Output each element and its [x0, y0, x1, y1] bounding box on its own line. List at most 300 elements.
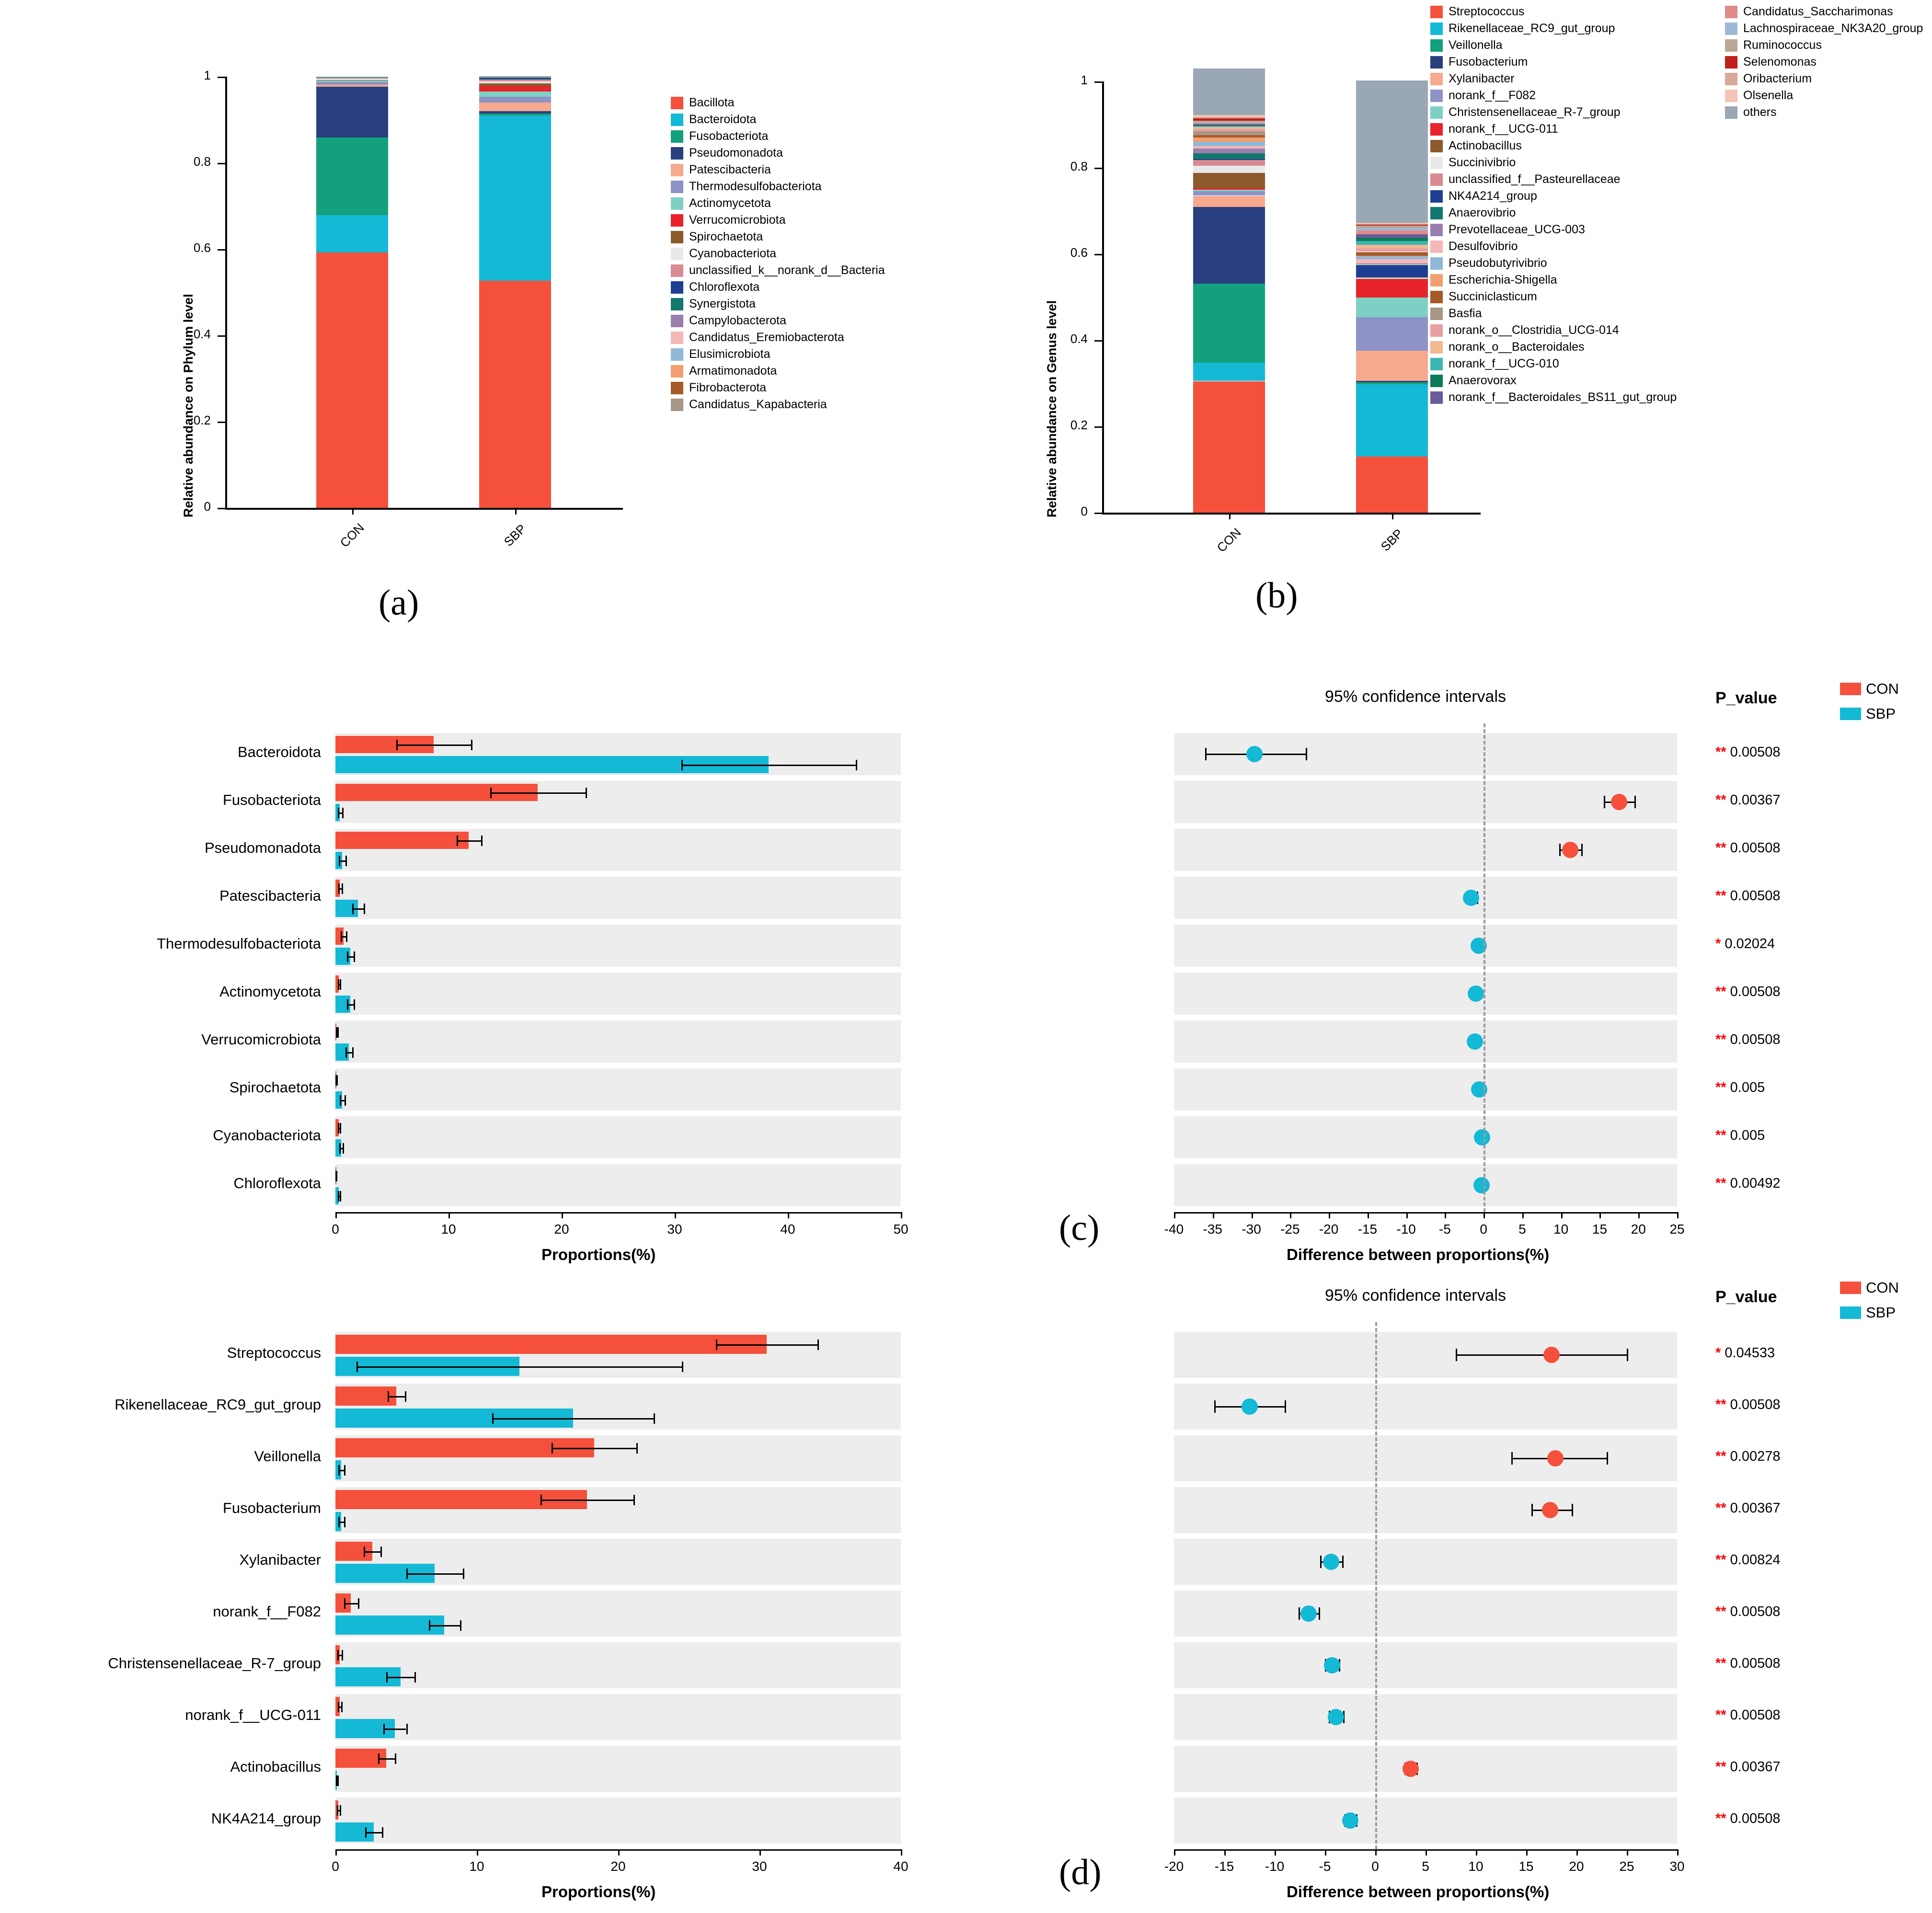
x-tick-label: 50 — [893, 1222, 908, 1237]
pvalue-row — [1715, 1449, 1780, 1465]
legend-label: Candidatus_Kapabacteria — [689, 398, 827, 411]
legend-label: SBP — [1866, 705, 1896, 722]
ci-cap — [1285, 1400, 1286, 1413]
legend-swatch — [671, 365, 683, 378]
ci-tick-label: -5 — [1438, 1222, 1451, 1237]
taxon-label: Verrucomicrobiota — [201, 1031, 321, 1048]
error-bar — [429, 1625, 460, 1627]
error-cap — [490, 788, 492, 798]
stack-segment — [1193, 121, 1265, 122]
ci-cap — [1511, 1452, 1513, 1465]
ci-tick-label: 20 — [1569, 1859, 1584, 1874]
error-cap — [682, 1362, 683, 1372]
stack-segment — [1356, 228, 1428, 230]
pvalue-row — [1715, 1552, 1780, 1568]
row-background — [335, 877, 901, 919]
ci-tick-mark — [1329, 1212, 1330, 1218]
legend-item — [671, 96, 885, 110]
ci-tick-label: 0 — [1371, 1859, 1379, 1874]
stack-segment — [316, 85, 388, 87]
stack-segment — [1193, 166, 1265, 172]
significance-star: ** — [1715, 1759, 1726, 1775]
pvalue-text: 0.00508 — [1726, 1397, 1781, 1412]
stack-segment — [1193, 129, 1265, 131]
legend-swatch — [1840, 1306, 1861, 1319]
error-cap — [338, 1123, 339, 1134]
legend-label: Streptococcus — [1449, 5, 1525, 18]
legend-swatch — [1840, 1282, 1861, 1294]
row-background — [335, 1798, 901, 1844]
legend-label: Chloroflexota — [689, 280, 760, 294]
right-axis-title: Difference between proportions(%) — [1287, 1246, 1550, 1263]
taxon-label: Pseudomonadota — [204, 839, 321, 856]
stack-segment — [1356, 382, 1428, 384]
significance-star: ** — [1715, 1032, 1726, 1047]
stack-segment — [1193, 173, 1265, 188]
pvalue-row — [1715, 1501, 1780, 1516]
row-background — [1174, 973, 1677, 1015]
significance-star: ** — [1715, 888, 1726, 904]
bar-con — [335, 1386, 396, 1406]
stack-segment — [1356, 265, 1428, 266]
legend-swatch — [1430, 241, 1443, 253]
x-tick-mark — [788, 1212, 789, 1218]
legend-swatch — [1430, 140, 1443, 152]
legend-label: Escherichia-Shigella — [1449, 273, 1557, 286]
row-background — [1174, 781, 1677, 823]
error-cap — [383, 1724, 385, 1734]
x-axis-label-SBP: SBP — [501, 521, 529, 550]
pvalue-text: 0.005 — [1726, 1080, 1765, 1095]
stack-segment — [1193, 188, 1265, 190]
x-tick-label: 20 — [554, 1222, 569, 1237]
error-cap — [341, 1702, 343, 1712]
legend-item — [1430, 22, 1677, 35]
legend-item — [1725, 105, 1923, 119]
row-background — [1174, 1487, 1677, 1533]
legend-swatch — [671, 248, 683, 260]
stack-segment — [1356, 252, 1428, 255]
legend-label: norank_o__Clostridia_UCG-014 — [1449, 323, 1619, 337]
legend-item — [671, 263, 885, 277]
pvalue-row — [1715, 1397, 1780, 1413]
ci-tick-label: 15 — [1518, 1859, 1534, 1874]
legend-label: norank_f__Bacteroidales_BS11_gut_group — [1449, 390, 1677, 404]
taxon-label: Fusobacterium — [222, 1500, 321, 1516]
significance-star: ** — [1715, 1176, 1726, 1191]
error-cap — [406, 1569, 408, 1579]
legend-label: Prevotellaceae_UCG-003 — [1449, 223, 1585, 236]
row-background — [335, 1116, 901, 1158]
legend-label: Elusimicrobiota — [689, 347, 770, 361]
ci-tick-label: 10 — [1468, 1859, 1484, 1874]
stack-segment — [1193, 363, 1265, 381]
legend-item — [1430, 139, 1677, 153]
legend-swatch — [671, 97, 683, 109]
taxon-label: norank_f__F082 — [213, 1603, 321, 1620]
row-background — [1174, 1116, 1677, 1158]
stack-segment — [1356, 298, 1428, 317]
error-cap — [817, 1340, 819, 1350]
legend-item — [1725, 55, 1923, 69]
stack-segment — [479, 114, 551, 115]
legend-item — [671, 196, 885, 210]
error-bar — [457, 840, 482, 842]
legend-swatch — [671, 114, 683, 126]
error-cap — [492, 1413, 494, 1424]
ci-tick-label: 5 — [1422, 1859, 1429, 1874]
x-tick-mark — [901, 1849, 902, 1856]
ci-tick-mark — [1638, 1212, 1640, 1218]
ci-tick-label: 25 — [1619, 1859, 1634, 1874]
y-tick-label: 0.2 — [193, 413, 211, 427]
pvalue-row — [1715, 1811, 1780, 1827]
row-background — [335, 1020, 901, 1063]
stack-segment — [1356, 263, 1428, 265]
legend-swatch — [671, 214, 683, 227]
x-tick-label: 10 — [441, 1222, 456, 1237]
legend-swatch — [1430, 190, 1443, 203]
y-tick-mark — [218, 335, 225, 337]
group-legend-SBP — [1840, 705, 1896, 722]
legend-label: norank_f__UCG-010 — [1449, 357, 1559, 370]
stack-segment — [1193, 146, 1265, 149]
pvalue-text: 0.00492 — [1726, 1176, 1781, 1191]
ci-dot — [1562, 842, 1578, 858]
error-cap — [338, 1517, 340, 1527]
pvalue-header: P_value — [1715, 689, 1777, 707]
error-cap — [347, 951, 348, 962]
significance-star: ** — [1715, 1397, 1726, 1412]
bar-con — [335, 1335, 767, 1354]
error-cap — [338, 808, 339, 818]
legend-label: Oribacterium — [1743, 72, 1812, 85]
pvalue-text: 0.00367 — [1726, 1759, 1781, 1775]
legend-item — [1725, 72, 1923, 86]
legend-swatch — [1430, 324, 1443, 337]
legend-label: Fibrobacterota — [689, 381, 767, 394]
stack-segment — [479, 86, 551, 92]
ci-tick-label: -15 — [1214, 1859, 1234, 1874]
error-cap — [340, 1805, 341, 1816]
significance-star: ** — [1715, 1449, 1726, 1464]
error-bar — [378, 1758, 395, 1760]
row-background — [1174, 1068, 1677, 1111]
row-background — [335, 1642, 901, 1688]
legend-label: norank_f__F082 — [1449, 89, 1536, 102]
x-tick-mark — [1392, 513, 1393, 519]
ci-tick-mark — [1445, 1212, 1446, 1218]
stack-segment — [1356, 381, 1428, 383]
error-cap — [339, 856, 340, 866]
y-tick-label: 0.6 — [1070, 245, 1088, 260]
x-tick-mark — [477, 1849, 478, 1856]
ci-tick-mark — [1526, 1849, 1528, 1856]
stack-segment — [1356, 265, 1428, 277]
x-tick-mark — [352, 508, 354, 515]
error-cap — [338, 1465, 340, 1476]
legend-swatch — [1430, 90, 1443, 102]
legend-swatch — [671, 332, 683, 344]
legend-label: Campylobacterota — [689, 314, 786, 327]
stack-segment — [1193, 149, 1265, 153]
legend-swatch — [1430, 391, 1443, 404]
significance-star: ** — [1715, 1128, 1726, 1143]
stack-segment — [1193, 142, 1265, 146]
stack-segment — [479, 97, 551, 103]
legend-swatch — [671, 197, 683, 210]
error-cap — [356, 1362, 358, 1372]
error-cap — [342, 1650, 343, 1661]
error-bar — [356, 1366, 682, 1368]
zero-line — [1375, 1322, 1377, 1849]
ci-cap — [1456, 1349, 1457, 1361]
row-background — [1174, 1020, 1677, 1063]
ci-cap — [1205, 748, 1207, 760]
pvalue-row — [1715, 1604, 1780, 1620]
error-cap — [336, 1075, 338, 1086]
error-cap — [396, 740, 398, 750]
y-tick-label: 0.4 — [193, 327, 211, 341]
x-axis-line — [1102, 513, 1481, 515]
legend-swatch — [1430, 224, 1443, 236]
y-tick-mark — [218, 77, 225, 78]
ci-tick-mark — [1375, 1849, 1377, 1856]
pvalue-row — [1715, 1707, 1780, 1723]
error-cap — [378, 1753, 380, 1764]
stack-segment — [1193, 127, 1265, 129]
legend-swatch — [1430, 6, 1443, 18]
bar-sbp — [335, 1615, 444, 1635]
error-cap — [552, 1443, 553, 1454]
stack-segment — [1193, 160, 1265, 166]
ci-title: 95% confidence intervals — [1325, 687, 1506, 706]
legend-swatch — [1725, 39, 1737, 52]
ci-tick-label: -10 — [1396, 1222, 1416, 1237]
ci-dot — [1611, 794, 1627, 810]
error-cap — [681, 760, 683, 770]
panel-d-stamp-genus — [0, 1270, 1932, 1907]
legend-item — [671, 347, 885, 361]
panel-a-phylum-stacked — [144, 29, 1054, 623]
legend-label: Basfia — [1449, 307, 1482, 320]
error-bar — [396, 745, 471, 746]
stack-segment — [316, 137, 388, 215]
pvalue-row — [1715, 1032, 1780, 1048]
legend-label: NK4A214_group — [1449, 189, 1537, 203]
ci-tick-mark — [1599, 1212, 1601, 1218]
legend-item — [1430, 290, 1677, 304]
error-cap — [338, 1702, 339, 1712]
x-axis-label-CON: CON — [337, 520, 367, 550]
ci-cap — [1319, 1607, 1320, 1620]
legend-item — [1430, 256, 1677, 270]
legend-label: Thermodesulfobacteriota — [689, 180, 822, 193]
ci-tick-mark — [1224, 1849, 1226, 1856]
legend-label: Verrucomicrobiota — [689, 213, 786, 227]
error-cap — [343, 1143, 344, 1154]
row-background — [1174, 1642, 1677, 1688]
ci-cap — [1572, 1504, 1573, 1516]
pvalue-text: 0.00508 — [1726, 888, 1781, 904]
legend-item — [671, 129, 885, 143]
ci-dot — [1324, 1657, 1340, 1673]
error-bar — [344, 1603, 358, 1604]
legend-label: Selenomonas — [1743, 55, 1817, 69]
legend-item — [1430, 38, 1677, 52]
error-cap — [345, 1095, 346, 1106]
legend-label: Xylanibacter — [1449, 72, 1515, 85]
taxon-label: Actinomycetota — [219, 983, 321, 1000]
row-background — [1174, 1798, 1677, 1844]
ci-tick-label: 5 — [1518, 1222, 1526, 1237]
legend-item — [1430, 55, 1677, 69]
legend-label: Rikenellaceae_RC9_gut_group — [1449, 22, 1615, 35]
legend-swatch — [1430, 257, 1443, 270]
legend-swatch — [1725, 106, 1737, 119]
legend-swatch — [1430, 308, 1443, 320]
legend-item — [671, 314, 885, 328]
error-cap — [856, 760, 857, 770]
legend-label: CON — [1866, 680, 1899, 697]
group-legend-SBP — [1840, 1304, 1896, 1321]
pvalue-text: 0.00508 — [1726, 840, 1781, 856]
y-tick-label: 0.4 — [1070, 332, 1088, 346]
legend-item — [1430, 240, 1677, 253]
stack-segment — [1193, 69, 1265, 115]
ci-cap — [1531, 1504, 1533, 1516]
legend-swatch — [1840, 708, 1861, 720]
ci-tick-mark — [1627, 1849, 1628, 1856]
stack-segment — [1193, 123, 1265, 124]
error-cap — [414, 1672, 416, 1683]
significance-star: ** — [1715, 984, 1726, 999]
legend-swatch — [1725, 23, 1737, 35]
error-cap — [586, 788, 587, 798]
legend-label: Ruminococcus — [1743, 38, 1822, 52]
stack-segment — [479, 83, 551, 86]
stack-segment — [1356, 248, 1428, 252]
ci-tick-mark — [1325, 1849, 1326, 1856]
legend-label: unclassified_f__Pasteurellaceae — [1449, 172, 1621, 186]
legend-item — [671, 213, 885, 227]
pvalue-row — [1715, 1176, 1780, 1191]
ci-dot — [1323, 1554, 1339, 1570]
legend-item — [671, 280, 885, 294]
ci-cap — [1342, 1556, 1344, 1568]
stack-segment — [1356, 279, 1428, 298]
row-background — [1174, 829, 1677, 871]
legend-item — [1725, 5, 1923, 19]
legend-item — [1430, 390, 1677, 404]
y-tick-mark — [1094, 426, 1102, 428]
error-bar — [681, 765, 855, 766]
pvalue-row — [1715, 792, 1780, 808]
legend-item — [1430, 323, 1677, 337]
pvalue-text: 0.00824 — [1726, 1552, 1781, 1568]
ci-tick-mark — [1252, 1212, 1253, 1218]
legend-item — [1430, 89, 1677, 103]
ci-tick-label: 30 — [1669, 1859, 1685, 1874]
taxon-label: norank_f__UCG-011 — [185, 1707, 321, 1723]
pvalue-text: 0.00367 — [1726, 792, 1781, 808]
stack-segment — [1193, 159, 1265, 160]
x-tick-mark — [759, 1849, 761, 1856]
legend-item — [671, 381, 885, 395]
legend-item — [671, 146, 885, 160]
x-tick-label: 10 — [469, 1859, 484, 1874]
legend-item — [1430, 189, 1677, 203]
significance-star: ** — [1715, 792, 1726, 808]
error-cap — [364, 904, 365, 914]
pvalue-text: 0.00508 — [1726, 1656, 1781, 1671]
legend-swatch — [671, 281, 683, 294]
legend-item — [1430, 374, 1677, 388]
legend-swatch — [671, 315, 683, 327]
legend-swatch — [1725, 73, 1737, 85]
taxon-label: Spirochaetota — [229, 1079, 321, 1096]
legend-swatch — [671, 147, 683, 160]
legend-label: Lachnospiraceae_NK3A20_group — [1743, 22, 1923, 35]
stack-segment — [1356, 226, 1428, 228]
significance-star: ** — [1715, 745, 1726, 760]
ci-tick-mark — [1561, 1212, 1563, 1218]
stack-segment — [1193, 122, 1265, 124]
legend-item — [1725, 89, 1923, 103]
pvalue-row — [1715, 1128, 1765, 1144]
x-tick-mark — [448, 1212, 450, 1218]
error-cap — [338, 979, 339, 990]
legend-item — [671, 297, 885, 311]
pvalue-row — [1715, 888, 1780, 904]
legend-item — [1430, 172, 1677, 186]
pvalue-row — [1715, 1656, 1780, 1672]
error-cap — [405, 1391, 406, 1402]
ci-tick-label: -10 — [1265, 1859, 1285, 1874]
error-cap — [388, 1391, 389, 1402]
legend-swatch — [671, 130, 683, 143]
legend-label: Veillonella — [1449, 38, 1503, 52]
ci-tick-mark — [1213, 1212, 1214, 1218]
stack-segment — [1193, 284, 1265, 363]
error-cap — [365, 1827, 367, 1838]
legend-swatch — [1430, 56, 1443, 69]
legend-label: Candidatus_Eremiobacterota — [689, 331, 844, 344]
stack-segment — [1193, 124, 1265, 125]
panel-c-label: (c) — [1059, 1208, 1100, 1248]
legend-label: Anaerovorax — [1449, 374, 1517, 387]
legend-label: Synergistota — [689, 297, 756, 310]
legend-swatch — [1725, 90, 1737, 102]
legend-swatch — [1725, 56, 1737, 69]
pvalue-text: 0.005 — [1726, 1128, 1765, 1143]
panel-c-stamp-phylum — [0, 671, 1932, 1263]
legend-item — [1430, 5, 1677, 19]
error-cap — [340, 1191, 341, 1202]
error-cap — [364, 1546, 365, 1557]
pvalue-row — [1715, 1080, 1765, 1096]
legend-label: Bacillota — [689, 96, 735, 109]
error-cap — [342, 883, 343, 894]
ci-tick-mark — [1275, 1849, 1276, 1856]
x-tick-mark — [562, 1212, 563, 1218]
pvalue-text: 0.04533 — [1721, 1345, 1775, 1361]
right-axis-title: Difference between proportions(%) — [1287, 1883, 1550, 1901]
legend-item — [1430, 156, 1677, 170]
error-cap — [340, 1095, 341, 1106]
row-background — [335, 1068, 901, 1111]
error-cap — [354, 951, 355, 962]
